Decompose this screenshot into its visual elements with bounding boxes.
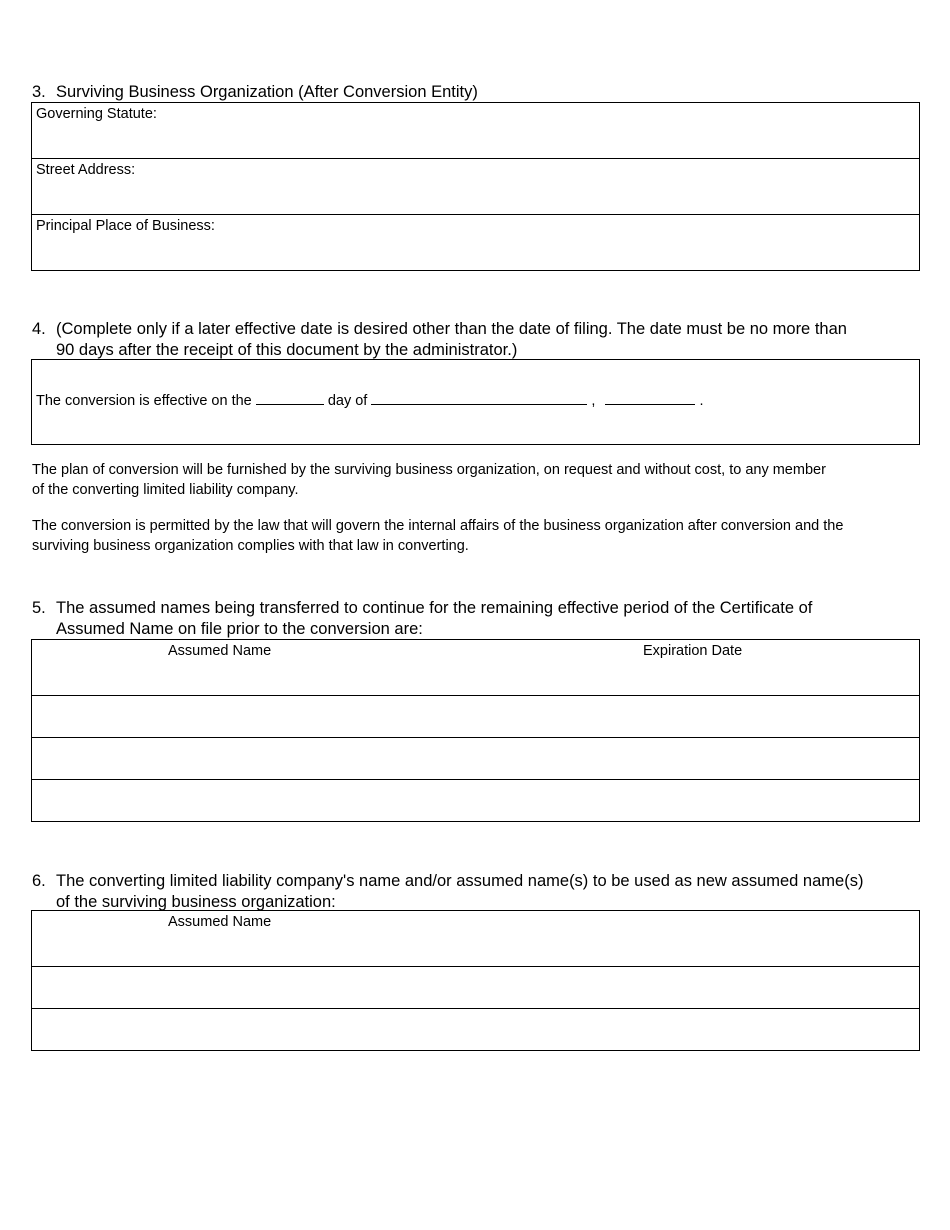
- section-6-line-2: of the surviving business organization:: [56, 893, 336, 911]
- plan-line-1: The plan of conversion will be furnished by the surviving business organization, on request and without cost, to any member: [32, 462, 826, 478]
- section-6-line-1: The converting limited liability company's name and/or assumed name(s) to be used as new assumed name(s): [56, 872, 864, 890]
- effective-date-prefix: The conversion is effective on the: [36, 393, 252, 409]
- law-line-2: surviving business organization complies with that law in converting.: [32, 537, 469, 554]
- section-4-line-1: (Complete only if a later effective date is desired other than the date of filing. The date must be no more than: [56, 320, 847, 338]
- section-4-heading: [32, 319, 932, 361]
- street-address-label: Street Address:: [36, 162, 136, 178]
- table-row[interactable]: [32, 1009, 919, 1049]
- expiration-date-column-header: Expiration Date: [643, 643, 743, 659]
- governing-statute-row[interactable]: [32, 103, 919, 159]
- surviving-organization-table: [31, 102, 920, 271]
- plan-line-2: of the converting limited liability company.: [32, 481, 299, 498]
- table-row[interactable]: [32, 780, 919, 820]
- comma: ,: [591, 393, 596, 409]
- assumed-name-column-header: Assumed Name: [168, 643, 272, 659]
- month-blank[interactable]: [371, 390, 587, 405]
- section-6-heading: [32, 871, 932, 913]
- assumed-names-table: [31, 639, 920, 822]
- section-3-number: 3.: [32, 83, 46, 101]
- new-assumed-names-table: [31, 910, 920, 1051]
- effective-date-line: [36, 390, 704, 409]
- day-blank[interactable]: [256, 390, 324, 405]
- principal-place-label: Principal Place of Business:: [36, 218, 215, 234]
- conversion-law-statement: [32, 517, 912, 556]
- table-row[interactable]: [32, 967, 919, 1009]
- governing-statute-label: Governing Statute:: [36, 106, 157, 122]
- period: .: [699, 393, 704, 409]
- table-row[interactable]: [32, 738, 919, 780]
- section-5-line-1: The assumed names being transferred to continue for the remaining effective period of the Certificate of: [56, 599, 813, 617]
- section-5-line-2: Assumed Name on file prior to the conversion are:: [56, 620, 423, 638]
- section-6-number: 6.: [32, 872, 46, 890]
- section-4-number: 4.: [32, 320, 46, 338]
- principal-place-row[interactable]: [32, 215, 919, 269]
- table-row[interactable]: [32, 911, 919, 967]
- section-4-line-2: 90 days after the receipt of this document by the administrator.): [56, 341, 518, 359]
- section-3-heading: [32, 82, 912, 103]
- table-row[interactable]: [32, 696, 919, 738]
- section-5-number: 5.: [32, 599, 46, 617]
- section-5-heading: [32, 598, 932, 640]
- effective-date-box: [31, 359, 920, 445]
- law-line-1: The conversion is permitted by the law that will govern the internal affairs of the business organization after conversion and the: [32, 518, 844, 534]
- plan-of-conversion-statement: [32, 461, 912, 500]
- street-address-row[interactable]: [32, 159, 919, 215]
- section-3-title: Surviving Business Organization (After Conversion Entity): [56, 83, 478, 101]
- table-row[interactable]: [32, 640, 919, 696]
- day-of-label: day of: [327, 393, 368, 409]
- year-blank[interactable]: [605, 390, 695, 405]
- assumed-name-column-header: Assumed Name: [168, 914, 272, 930]
